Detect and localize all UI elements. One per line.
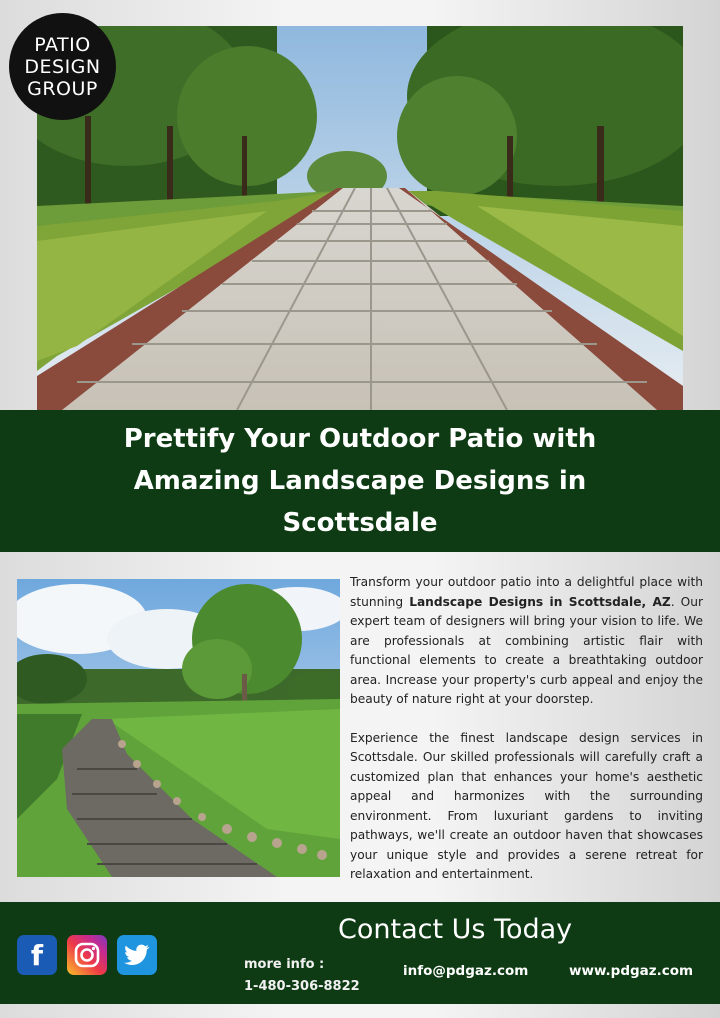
patio-design-group-logo [9, 13, 116, 120]
service-highlight: Landscape Designs in Scottsdale, AZ [409, 594, 671, 609]
page-headline: Prettify Your Outdoor Patio with Amazing Landscape Designs in Scottsdale [123, 424, 597, 538]
intro-paragraph: Transform your outdoor patio into a delightful place with stunning Landscape Designs in Scottsdale, AZ. Our expert team of designers will bring your vision to life. We are professionals at combining artistic flair with functional elements to create a breathtaking outdoor area. Increase your property's curb appeal and enjoy the beauty of nature right at your doorstep. [350, 575, 703, 706]
logo-line-2: DESIGN [24, 55, 101, 78]
website-link[interactable]: www.pdgaz.com [569, 963, 694, 979]
contact-footer [0, 902, 720, 1004]
logo-line-3: GROUP [27, 77, 98, 100]
email-link[interactable]: info@pdgaz.com [403, 963, 529, 979]
social-links [17, 935, 157, 975]
phone-number[interactable]: 1-480-306-8822 [244, 979, 360, 994]
logo-line-1: PATIO [34, 33, 91, 56]
hero-walkway-photo [37, 26, 683, 410]
twitter-icon[interactable] [117, 935, 157, 975]
headline-band [0, 410, 720, 552]
garden-pathway-photo [17, 579, 340, 877]
more-info-label: more info : [244, 957, 325, 972]
services-paragraph: Experience the finest landscape design services in Scottsdale. Our skilled professionals will carefully craft a customized plan that enhances your home's aesthetic appeal and harmonizes with the surrounding environment. From luxuriant gardens to inviting pathways, we'll create an outdoor haven that showcases your unique style and provides a serene retreat for relaxation and entertainment. [350, 730, 703, 881]
contact-title: Contact Us Today [338, 914, 573, 945]
body-text [350, 573, 703, 885]
instagram-icon[interactable] [67, 935, 107, 975]
facebook-icon[interactable]: f [17, 935, 57, 975]
more-info [244, 954, 384, 998]
